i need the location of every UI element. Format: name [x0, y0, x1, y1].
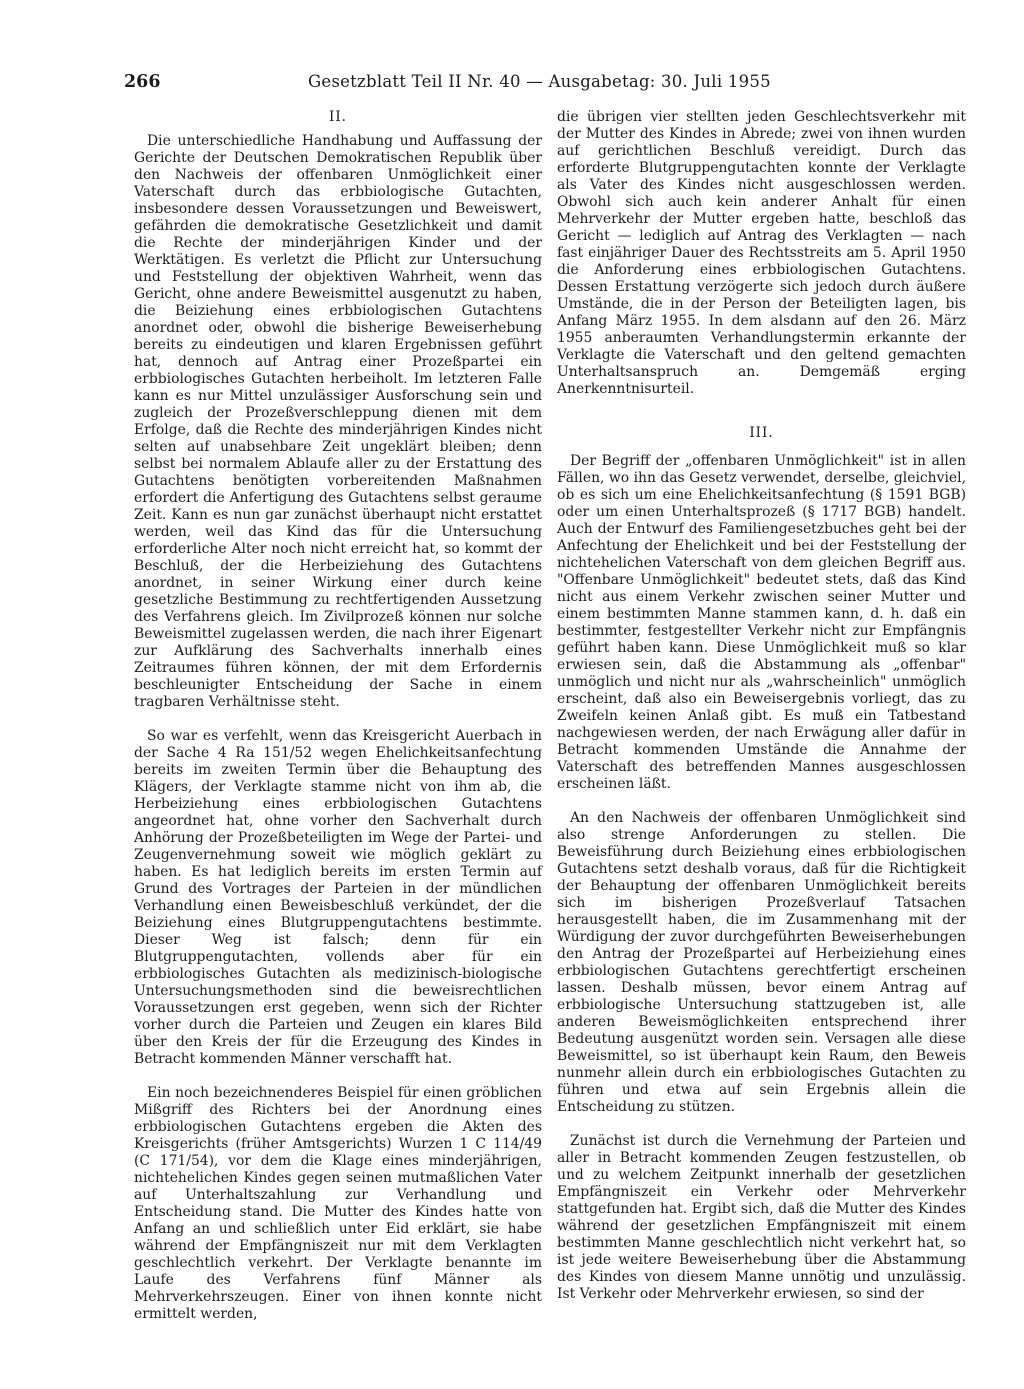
- page-number: 266: [124, 72, 161, 92]
- gazette-title: Gesetzblatt Teil II Nr. 40 — Ausgabetag: 30. Juli 1955: [308, 72, 771, 91]
- left-column: [134, 109, 542, 1323]
- section-heading-ii: II.: [329, 109, 347, 125]
- right-column: [557, 109, 966, 1303]
- paragraph: An den Nachweis der offenbaren Unmöglichkeit sind also strenge Anforderungen zu stellen. Die Beweisführung durch Beiziehung eines erbbiologischen Gutachtens setzt deshalb voraus, daß für die Richtigkeit der Behauptung der offenbaren Unmöglichkeit bereits sich im bisherigen Prozeßverlauf Tatsachen herausgestellt haben, die im Zusammenhang mit der Würdigung der zuvor durchgeführten Beweiserhebungen den Antrag der Prozeßpartei auf Herbeiziehung eines erbbiologischen Gutachtens gerechtfertigt erscheinen lassen. Deshalb müssen, bevor einem Antrag auf erbbiologische Untersuchung stattzugeben ist, alle anderen Beweismöglichkeiten entsprechend ihrer Bedeutung ausgenützt worden sein. Versagen alle diese Beweismittel, so ist überhaupt kein Raum, den Beweis nunmehr allein durch ein erbbiologisches Gutachten zu führen und etwa auf sein Ergebnis allein die Entscheidung zu stützen.: [557, 810, 966, 1115]
- paragraph: Ein noch bezeichnenderes Beispiel für einen gröblichen Mißgriff des Richters bei der Anordnung eines erbbiologischen Gutachtens ergeben die Akten des Kreisgerichts (früher Amtsgerichts) Wurzen 1 C 114/49 (C 171/54), vor dem die Klage eines minderjährigen, nichtehelichen Kindes gegen seinen mutmaßlichen Vater auf Unterhaltszahlung zur Verhandlung und Entscheidung stand. Die Mutter des Kindes hatte von Anfang an und schließlich unter Eid erklärt, sie habe während der Empfängniszeit nur mit dem Verklagten geschlechtlich verkehrt. Der Verklagte benannte im Laufe des Verfahrens fünf Männer als Mehrverkehrszeugen. Einer von ihnen konnte nicht ermittelt werden,: [134, 1085, 542, 1322]
- paragraph: Die unterschiedliche Handhabung und Auffassung der Gerichte der Deutschen Demokratischen Republik über den Nachweis der offenbaren Unmöglichkeit einer Vaterschaft durch das erbbiologische Gutachten, insbesondere dessen Voraussetzungen und Beweiswert, gefährden die demokratische Gesetzlichkeit und damit die Rechte der minderjährigen Kinder und der Werktätigen. Es verletzt die Pflicht zur Untersuchung und Feststellung der objektiven Wahrheit, wenn das Gericht, ohne andere Beweismittel ausgenutzt zu haben, die Beiziehung eines erbbiologischen Gutachtens anordnet oder, obwohl die bisherige Beweiserhebung bereits zu eindeutigen und klaren Ergebnissen geführt hat, dennoch auf Antrag einer Prozeßpartei ein erbbiologisches Gutachten herbeiholt. Im letzteren Falle kann es nur Mittel unzulässiger Ausforschung sein und zugleich der Prozeßverschleppung dienen mit dem Erfolge, daß die Rechte des minderjährigen Kindes nicht selten auf unabsehbare Zeit ungeklärt bleiben; denn selbst bei normalem Ablaufe aller zu der Erstattung des Gutachtens benötigten vorbereitenden Maßnahmen erfordert die Anfertigung des Gutachtens selbst geraume Zeit. Kann es nun gar zunächst überhaupt nicht erstattet werden, weil das Kind das für die Untersuchung erforderliche Alter noch nicht erreicht hat, so kommt der Beschluß, der die Herbeiziehung des Gutachtens anordnet, in seiner Wirkung einer durch keine gesetzliche Bestimmung zu rechtfertigenden Aussetzung des Verfahrens gleich. Im Zivilprozeß können nur solche Beweismittel zugelassen werden, die nach ihrer Eigenart zur Aufklärung des Sachverhalts innerhalb eines Zeitraumes führen können, der mit dem Erfordernis beschleunigter Entscheidung der Sache in einem tragbaren Verhältnisse steht.: [134, 133, 542, 710]
- page-header: [124, 72, 984, 96]
- paragraph: Der Begriff der „offenbaren Unmöglichkeit" ist in allen Fällen, wo ihn das Gesetz verwendet, derselbe, gleichviel, ob es sich um eine Ehelichkeitsanfechtung (§ 1591 BGB) oder um einen Unterhaltsprozeß (§ 1717 BGB) handelt. Auch der Entwurf des Familiengesetzbuches geht bei der Anfechtung der Ehelichkeit und bei der Feststellung der nichtehelichen Vaterschaft von dem gleichen Begriff aus. "Offenbare Unmöglichkeit" bedeutet stets, daß das Kind nicht aus einem Verkehr zwischen seiner Mutter und einem bestimmten Manne stammen kann, d. h. daß ein bestimmter, festgestellter Verkehr nicht zur Empfängnis geführt haben kann. Diese Unmöglichkeit muß so klar erwiesen sein, daß die Abstammung als „offenbar" unmöglich und nicht nur als „wahrscheinlich" unmöglich erscheint, daß also ein Beweisergebnis vorliegt, das zu Zweifeln keinen Anlaß gibt. Es muß ein Tatbestand nachgewiesen werden, der nach Erwägung aller dafür in Betracht kommenden Umstände die Annahme der Vaterschaft des betreffenden Mannes ausgeschlossen erscheinen läßt.: [557, 453, 966, 792]
- section-heading-iii: III.: [749, 425, 774, 441]
- paragraph: Zunächst ist durch die Vernehmung der Parteien und aller in Betracht kommenden Zeugen festzustellen, ob und zu welchem Zeitpunkt innerhalb der gesetzlichen Empfängniszeit ein Verkehr oder Mehrverkehr stattgefunden hat. Ergibt sich, daß die Mutter des Kindes während der gesetzlichen Empfängniszeit mit einem bestimmten Manne geschlechtlich nicht verkehrt hat, so ist jede weitere Beweiserhebung über die Abstammung des Kindes von diesem Manne unnötig und unzulässig. Ist Verkehr oder Mehrverkehr erwiesen, so sind der: [557, 1133, 966, 1302]
- paragraph: So war es verfehlt, wenn das Kreisgericht Auerbach in der Sache 4 Ra 151/52 wegen Ehelichkeitsanfechtung bereits im zweiten Termin über die Behauptung des Klägers, der Verklagte stamme nicht von ihm ab, die Herbeiziehung eines erbbiologischen Gutachtens angeordnet hat, ohne vorher den Sachverhalt durch Anhörung der Prozeßbeteiligten im Wege der Partei- und Zeugenvernehmung soweit wie möglich geklärt zu haben. Es hat lediglich bereits im ersten Termin auf Grund des Vortrages der Parteien in der mündlichen Verhandlung einen Beweisbeschluß verkündet, der die Beiziehung eines Blutgruppengutachtens bestimmte. Dieser Weg ist falsch; denn für ein Blutgruppengutachten, vollends aber für ein erbbiologisches Gutachten als medizinisch-biologische Untersuchungsmethoden sind die beweisrechtlichen Voraussetzungen erst gegeben, wenn sich der Richter vorher durch die Parteien und Zeugen ein klares Bild über den Kreis der für die Erzeugung des Kindes in Betracht kommenden Männer verschafft hat.: [134, 728, 542, 1067]
- paragraph-continuation: die übrigen vier stellten jeden Geschlechtsverkehr mit der Mutter des Kindes in Abrede; zwei von ihnen wurden auf gerichtlichen Beschluß vereidigt. Durch das erforderte Blutgruppengutachten konnte der Verklagte als Vater des Kindes nicht ausgeschlossen werden. Obwohl sich auch kein anderer Anhalt für einen Mehrverkehr der Mutter ergeben hatte, beschloß das Gericht — lediglich auf Antrag des Verklagten — nach fast einjähriger Dauer des Rechtsstreits am 5. April 1950 die Anforderung eines erbbiologischen Gutachtens. Dessen Erstattung verzögerte sich jedoch durch äußere Umstände, die in der Person der Beteiligten lagen, bis Anfang März 1955. In dem alsdann auf den 26. März 1955 anberaumten Verhandlungstermin erkannte der Verklagte die Vaterschaft und den geltend gemachten Unterhaltsanspruch an. Demgemäß erging Anerkenntnisurteil.: [557, 109, 966, 397]
